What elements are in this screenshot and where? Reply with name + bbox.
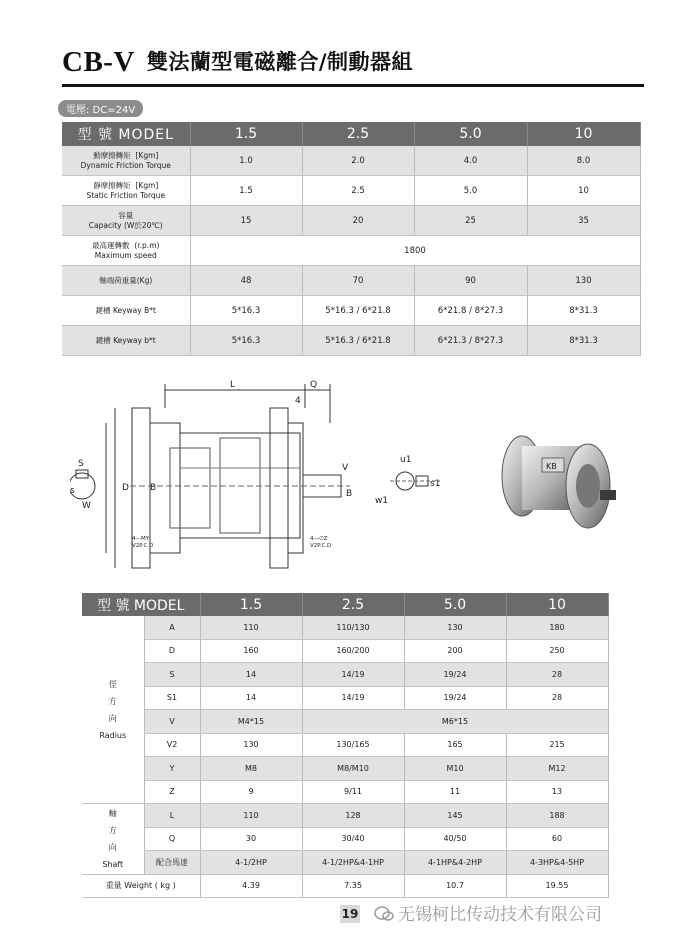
- cell: 1.5: [190, 176, 302, 206]
- cell: 48: [190, 266, 302, 296]
- cell: 4.0: [414, 146, 527, 176]
- cell: 130: [404, 616, 506, 639]
- dim-B: B: [150, 483, 157, 493]
- param: V2: [144, 733, 200, 757]
- watermark-text: 无锡柯比传动技术有限公司: [398, 905, 602, 925]
- radial-group: 徑 方 向 Radius: [82, 616, 144, 804]
- model-col: 10: [527, 122, 640, 146]
- param: Z: [144, 780, 200, 804]
- table-row: [62, 206, 640, 236]
- cell: 9/11: [302, 780, 404, 804]
- cell: M4*15: [200, 710, 302, 734]
- product-name: 雙法蘭型電磁離合/制動器組: [146, 50, 414, 74]
- note-pcd-right: V2P.C.D: [310, 543, 332, 549]
- dim-header-row: [82, 593, 608, 616]
- technical-drawing: [70, 378, 450, 578]
- cell: 1800: [190, 236, 640, 266]
- cell: 28: [506, 663, 608, 687]
- cell: 6*21.3 / 8*27.3: [414, 326, 527, 356]
- cell: 30/40: [302, 827, 404, 851]
- cell: 5*16.3: [190, 296, 302, 326]
- cell: 5*16.3 / 6*21.8: [302, 296, 414, 326]
- spec-table: [62, 122, 641, 356]
- cell: 165: [404, 733, 506, 757]
- table-row: [82, 733, 608, 757]
- row-label: 靜摩擦轉矩 [Kgm] Static Friction Torque: [62, 176, 190, 206]
- model-col: 1.5: [200, 593, 302, 616]
- cell: 13: [506, 780, 608, 804]
- table-row: [82, 686, 608, 710]
- table-row: [62, 296, 640, 326]
- cell: 28: [506, 686, 608, 710]
- note-4Z: 4—∅Z: [310, 536, 328, 542]
- model-header: 型 號 MODEL: [62, 122, 190, 146]
- cell: 188: [506, 804, 608, 828]
- cell: 25: [414, 206, 527, 236]
- cell: 14/19: [302, 663, 404, 687]
- param: 配合馬達: [144, 851, 200, 875]
- cell: 14: [200, 663, 302, 687]
- model-col: 2.5: [302, 122, 414, 146]
- note-4MY: 4—MY: [132, 536, 150, 542]
- cell: 130: [527, 266, 640, 296]
- row-label: 鍵槽 Keyway b*t: [62, 326, 190, 356]
- table-row: [82, 710, 608, 734]
- table-row: [82, 804, 608, 828]
- cell: M12: [506, 757, 608, 781]
- cell: 7.35: [302, 874, 404, 898]
- cell: 180: [506, 616, 608, 639]
- table-row: [82, 757, 608, 781]
- table-row: [82, 616, 608, 639]
- dim-s: s: [70, 486, 75, 496]
- table-row: [62, 146, 640, 176]
- row-label: 軸端荷重量(Kg): [62, 266, 190, 296]
- cell: 4-3HP&4-5HP: [506, 851, 608, 875]
- dimension-table: [82, 593, 609, 898]
- title-rule: [62, 84, 644, 87]
- dim-s1: s1: [430, 479, 441, 489]
- axial-group: 軸 方 向 Shaft: [82, 804, 144, 875]
- cell: 10: [527, 176, 640, 206]
- cell: 130/165: [302, 733, 404, 757]
- param: Y: [144, 757, 200, 781]
- cell: 30: [200, 827, 302, 851]
- cell: 130: [200, 733, 302, 757]
- cell: 20: [302, 206, 414, 236]
- cell: 160/200: [302, 639, 404, 663]
- dim-4: 4: [295, 396, 301, 406]
- dim-u1: u1: [400, 455, 412, 465]
- cell: 200: [404, 639, 506, 663]
- cell: 14: [200, 686, 302, 710]
- cell: 19/24: [404, 663, 506, 687]
- note-pcd-left: V2P.C.D: [132, 543, 154, 549]
- table-row: [62, 236, 640, 266]
- param: L: [144, 804, 200, 828]
- cell: 5*16.3: [190, 326, 302, 356]
- row-label: 動摩擦轉矩 [Kgm] Dynamic Friction Torque: [62, 146, 190, 176]
- cell: 70: [302, 266, 414, 296]
- product-photo: [500, 428, 618, 538]
- product-marking: KB: [546, 462, 557, 471]
- cell: 160: [200, 639, 302, 663]
- cell: 128: [302, 804, 404, 828]
- cell: M6*15: [302, 710, 608, 734]
- table-row: [62, 326, 640, 356]
- voltage-badge: 電壓: DC=24V: [58, 100, 143, 117]
- cell: 19/24: [404, 686, 506, 710]
- cell: 60: [506, 827, 608, 851]
- table-row: [82, 827, 608, 851]
- cell: M8: [200, 757, 302, 781]
- table-row: [62, 176, 640, 206]
- dim-Q: Q: [310, 380, 318, 390]
- row-label: 最高運轉數 (r.p.m) Maximum speed: [62, 236, 190, 266]
- page-title: [62, 46, 413, 79]
- dim-V: V: [342, 463, 349, 473]
- model-col: 1.5: [190, 122, 302, 146]
- cell: 4-1/2HP: [200, 851, 302, 875]
- cell: 4-1HP&4-2HP: [404, 851, 506, 875]
- dim-w1: w1: [375, 496, 389, 506]
- cell: 5*16.3 / 6*21.8: [302, 326, 414, 356]
- dim-B-right: B: [346, 489, 353, 499]
- weight-label: 重量 Weight ( kg ): [82, 874, 200, 898]
- cell: 5.0: [414, 176, 527, 206]
- cell: 10.7: [404, 874, 506, 898]
- cell: 14/19: [302, 686, 404, 710]
- dim-S: S: [78, 459, 84, 469]
- param: Q: [144, 827, 200, 851]
- spec-header-row: [62, 122, 640, 146]
- param: S: [144, 663, 200, 687]
- model-col: 5.0: [414, 122, 527, 146]
- cell: 15: [190, 206, 302, 236]
- cell: 35: [527, 206, 640, 236]
- cell: 40/50: [404, 827, 506, 851]
- table-row: [82, 780, 608, 804]
- cell: 145: [404, 804, 506, 828]
- cell: M10: [404, 757, 506, 781]
- cell: 110/130: [302, 616, 404, 639]
- model-series: CB-V: [62, 46, 135, 78]
- param: A: [144, 616, 200, 639]
- cell: 11: [404, 780, 506, 804]
- cell: 8*31.3: [527, 296, 640, 326]
- table-row: [82, 663, 608, 687]
- page-number: 19: [341, 907, 359, 921]
- cell: 1.0: [190, 146, 302, 176]
- cell: 110: [200, 616, 302, 639]
- cell: 2.0: [302, 146, 414, 176]
- model-col: 2.5: [302, 593, 404, 616]
- cell: 215: [506, 733, 608, 757]
- cell: 4-1/2HP&4-1HP: [302, 851, 404, 875]
- param: S1: [144, 686, 200, 710]
- cell: 4.39: [200, 874, 302, 898]
- model-col: 5.0: [404, 593, 506, 616]
- cell: 9: [200, 780, 302, 804]
- wechat-icon: [374, 906, 394, 922]
- row-label: 容量 Capacity (W於20℃): [62, 206, 190, 236]
- model-header: 型 號 MODEL: [82, 593, 200, 616]
- table-row: [82, 639, 608, 663]
- cell: 8.0: [527, 146, 640, 176]
- model-col: 10: [506, 593, 608, 616]
- cell: 19.55: [506, 874, 608, 898]
- cell: 8*31.3: [527, 326, 640, 356]
- param: V: [144, 710, 200, 734]
- dim-W: W: [82, 501, 91, 511]
- dim-L: L: [230, 380, 236, 390]
- cell: 6*21.8 / 8*27.3: [414, 296, 527, 326]
- cell: 250: [506, 639, 608, 663]
- weight-row: [82, 874, 608, 898]
- cell: 2.5: [302, 176, 414, 206]
- param: D: [144, 639, 200, 663]
- dim-D: D: [122, 483, 129, 493]
- cell: M8/M10: [302, 757, 404, 781]
- cell: 90: [414, 266, 527, 296]
- table-row: [62, 266, 640, 296]
- row-label: 鍵槽 Keyway B*t: [62, 296, 190, 326]
- cell: 110: [200, 804, 302, 828]
- table-row: [82, 851, 608, 875]
